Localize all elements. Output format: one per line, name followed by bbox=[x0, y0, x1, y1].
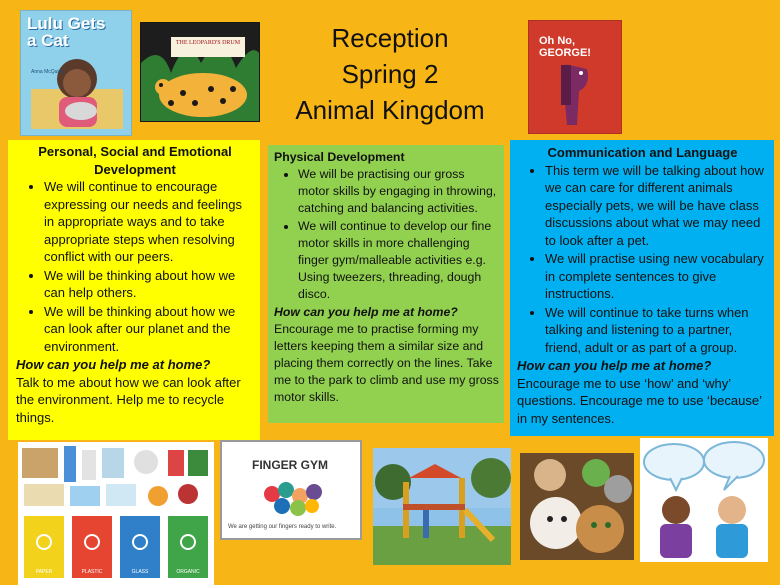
recycling-bins-image bbox=[18, 442, 214, 585]
pets-illustration bbox=[520, 453, 634, 560]
finger-gym-caption: We are getting our fingers ready to write. bbox=[228, 524, 337, 530]
book-title-line: Oh No, bbox=[539, 35, 576, 47]
bin-label: GLASS bbox=[131, 569, 149, 575]
bullet-list bbox=[517, 162, 768, 357]
book-cover-oh-no-george bbox=[528, 20, 622, 134]
list-item: • We will be practising our gross motor skills by engaging in throwing, catching and balancing activities. bbox=[298, 166, 499, 217]
book-title-line: a Cat bbox=[27, 31, 69, 50]
book-title-banner: THE LEOPARD'S DRUM bbox=[171, 37, 245, 57]
list-item: • We will practise using new vocabulary in complete sentences to give instructions. bbox=[545, 250, 768, 303]
children-talking-image bbox=[640, 438, 768, 562]
list-item: • We will continue to develop our fine motor skills in more challenging finger gym/malleable activities e.g. Using tweezers, threading, dough disco. bbox=[298, 218, 499, 303]
book-cover-lulu-gets-a-cat bbox=[20, 10, 132, 136]
speech-bubbles-illustration bbox=[640, 438, 768, 562]
list-item: • We will continue to take turns when talking and listening to a partner, friend, adult or as part of a group. bbox=[545, 304, 768, 357]
panel-heading: Communication and Language bbox=[547, 145, 738, 160]
lulu-illustration bbox=[21, 11, 131, 135]
bin-label: PAPER bbox=[35, 569, 53, 575]
book-cover-the-leopards-drum bbox=[140, 22, 260, 122]
book-title-line: GEORGE! bbox=[539, 47, 591, 59]
list-item: • We will be thinking about how we can help others. bbox=[44, 267, 254, 302]
bullet-list bbox=[274, 166, 499, 303]
panel-heading: Personal, Social and Emotional Development bbox=[38, 144, 232, 177]
svg-text:Anna McQuinn: Anna McQuinn bbox=[31, 69, 65, 75]
pets-image bbox=[520, 453, 634, 560]
panel-heading: Physical Development bbox=[274, 150, 405, 164]
bullet-list bbox=[16, 178, 254, 355]
recycle-symbols bbox=[18, 442, 214, 585]
help-text: Encourage me to use ‘how’ and ‘why’ questions. Encourage me to use ‘because’ in my sentences. bbox=[517, 375, 762, 426]
list-item: • This term we will be talking about how we can care for different animals especially pets, we will be have class discussions about what we may need to look after a pet. bbox=[545, 162, 768, 250]
help-heading: How can you help me at home? bbox=[16, 357, 211, 372]
finger-gym-image bbox=[220, 440, 362, 540]
panel-communication-language bbox=[510, 140, 774, 436]
finger-gym-title: FINGER GYM bbox=[252, 458, 329, 472]
help-heading: How can you help me at home? bbox=[274, 305, 458, 319]
dog-illustration bbox=[529, 21, 621, 133]
book-title-line: Lulu Gets bbox=[27, 14, 106, 33]
title-line-1: Reception bbox=[331, 23, 449, 53]
bin-label: PLASTIC bbox=[81, 569, 103, 575]
help-text: Encourage me to practise forming my letters keeping them a similar size and placing them correctly on the lines. Take me to the park to climb and use my gross motor skills. bbox=[274, 322, 499, 404]
page-title bbox=[290, 20, 490, 128]
playground-image bbox=[373, 448, 511, 565]
list-item: • We will continue to encourage expressing our needs and feelings in appropriate ways and to take appropriate steps when resolving conflict with our peers. bbox=[44, 178, 254, 266]
list-item: • We will be thinking about how we can look after our planet and the environment. bbox=[44, 303, 254, 356]
bin-label: ORGANIC bbox=[176, 569, 200, 575]
playground-illustration bbox=[373, 448, 511, 565]
title-line-3: Animal Kingdom bbox=[295, 95, 485, 125]
panel-physical-development bbox=[268, 145, 504, 423]
help-heading: How can you help me at home? bbox=[517, 358, 712, 373]
help-text: Talk to me about how we can look after the environment. Help me to recycle things. bbox=[16, 374, 241, 425]
panel-personal-social-emotional bbox=[8, 140, 260, 440]
title-line-2: Spring 2 bbox=[341, 59, 439, 89]
